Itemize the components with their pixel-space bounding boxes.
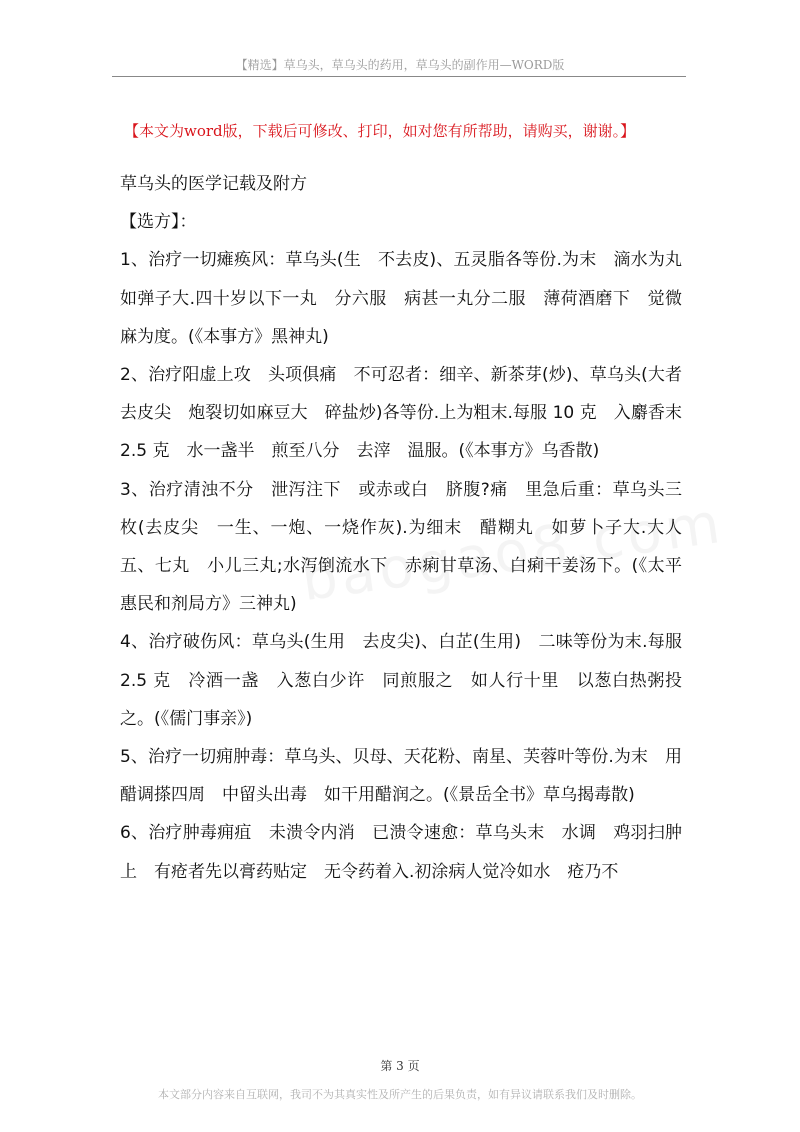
prescription-item: 6、治疗肿毒痈疽 未溃令内消 已溃令速愈：草乌头末 水调 鸡羽扫肿上 有疮者先以膏药贴定 无令药着入.初涂病人觉冷如水 疮乃不 [120,823,682,882]
disclaimer: 本文部分内容来自互联网，我司不为其真实性及所产生的后果负责，如有异议请联系我们及时删除。 [158,1088,642,1101]
download-notice: 【本文为word版，下载后可修改、打印，如对您有所帮助，请购买，谢谢。】 [124,122,636,140]
section-label: 【选方】： [120,212,197,233]
prescription-item: 5、治疗一切痈肿毒：草乌头、贝母、天花粉、南星、芙蓉叶等份.为末 用醋调搽四周 中留头出毒 如干用醋润之。(《景岳全书》草乌揭毒散) [120,747,682,806]
document-body [120,165,699,891]
page-number: 第 3 页 [380,1059,420,1073]
header-divider [112,76,686,77]
prescription-item: 3、治疗清浊不分 泄泻注下 或赤或白 脐腹?痛 里急后重：草乌头三枚(去皮尖 一生、一炮、一烧作灰).为细末 醋糊丸 如萝卜子大.大人五、七丸 小儿三丸;水泻倒流水下 赤痢甘草汤、白痢干姜汤下。(《太平惠民和剂局方》三神丸) [120,479,682,615]
prescription-item: 2、治疗阳虚上攻 头项俱痛 不可忍者：细辛、新茶芽(炒)、草乌头(大者 去皮尖 炮裂切如麻豆大 碎盐炒)各等份.上为粗末.每服 10 克 入麝香末 2.5 克 水一盏半 煎至八分 去滓 温服。(《本事方》乌香散) [120,365,699,462]
prescription-item: 4、治疗破伤风：草乌头(生用 去皮尖)、白芷(生用) 二味等份为末.每服 2.5 克 冷酒一盏 入葱白少许 同煎服之 如人行十里 以葱白热粥投之。(《儒门事亲》) [120,632,682,729]
page-header: 【精选】草乌头，草乌头的药用，草乌头的副作用—WORD版 [235,58,565,72]
document-heading: 草乌头的医学记载及附方 [120,174,307,194]
prescription-item: 1、治疗一切瘫痪风：草乌头(生 不去皮)、五灵脂各等份.为末 滴水为丸 如弹子大.四十岁以下一丸 分六服 病甚一丸分二服 薄荷酒磨下 觉微麻为度。(《本事方》黑神丸) [120,250,699,347]
